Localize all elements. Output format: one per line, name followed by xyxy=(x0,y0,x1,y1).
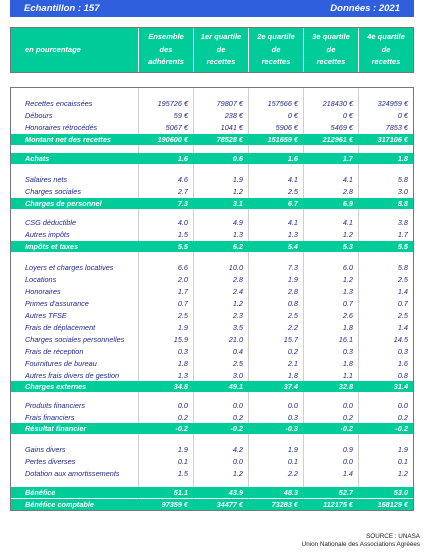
cell-value: 2.8 xyxy=(342,187,353,196)
cell-value: 15.7 xyxy=(283,335,298,344)
cell-value: 0.2 xyxy=(232,413,243,422)
cell-value: 3.0 xyxy=(397,187,408,196)
subtotal-row xyxy=(11,153,413,164)
cell-value: 1.1 xyxy=(342,371,353,380)
cell-value: 1.2 xyxy=(342,230,353,239)
cell-value: 1.2 xyxy=(342,275,353,284)
cell-value: 1.2 xyxy=(232,299,243,308)
column-header-line: recettes xyxy=(261,57,291,66)
row-label: Autres TFSE xyxy=(25,311,67,320)
cell-value: 2.2 xyxy=(287,323,298,332)
cell-value: 1.9 xyxy=(287,445,298,454)
cell-value: 0.0 xyxy=(232,401,243,410)
row-label: Montant net des recettes xyxy=(25,135,111,144)
cell-value: 0.0 xyxy=(177,401,188,410)
cell-value: 16.1 xyxy=(338,335,353,344)
row-label: Salaires nets xyxy=(25,175,68,184)
cell-value: 5.8 xyxy=(397,175,408,184)
cell-value: 0.7 xyxy=(177,299,188,308)
cell-value: 6.0 xyxy=(342,263,353,272)
cell-value: 6.9 xyxy=(342,199,353,208)
cell-value: 8.8 xyxy=(397,199,408,208)
column-header-cell xyxy=(193,28,248,72)
row-label: Dotation aux amortissements xyxy=(25,469,120,478)
cell-value: 4.1 xyxy=(342,218,353,227)
column-header-line: de xyxy=(381,44,391,54)
unit-label: en pourcentage xyxy=(25,45,81,54)
cell-value: 1.5 xyxy=(177,230,188,239)
cell-value: 79807 € xyxy=(216,99,243,108)
cell-value: 6.2 xyxy=(232,242,243,251)
cell-value: 112175 € xyxy=(323,500,353,509)
cell-value: 2.1 xyxy=(287,359,298,368)
cell-value: 7.3 xyxy=(177,199,188,208)
cell-value: 1.6 xyxy=(397,359,408,368)
cell-value: 7853 € xyxy=(385,123,408,132)
cell-value: 0.3 xyxy=(342,347,353,356)
cell-value: 157566 € xyxy=(267,99,298,108)
cell-value: 1.4 xyxy=(397,323,408,332)
cell-value: 2.8 xyxy=(232,275,243,284)
cell-value: 1.7 xyxy=(177,287,188,296)
cell-value: -0.2 xyxy=(395,424,408,433)
row-label: Honoraires rétrocédés xyxy=(25,123,98,132)
row-label: Primes d'assurance xyxy=(25,299,89,308)
row-label: Produits financiers xyxy=(25,401,86,410)
row-label: Impôts et taxes xyxy=(25,242,79,251)
cell-value: 6.7 xyxy=(287,199,298,208)
row-label: Résultat financier xyxy=(25,424,87,433)
cell-value: -0.2 xyxy=(230,424,243,433)
data-table xyxy=(10,87,414,511)
column-header xyxy=(10,27,414,73)
cell-value: 0.2 xyxy=(342,413,353,422)
cell-value: 1.3 xyxy=(177,371,188,380)
cell-value: 1.8 xyxy=(177,359,188,368)
table-row xyxy=(11,98,413,109)
column-header-cell xyxy=(303,28,358,72)
cell-value: 97359 € xyxy=(161,500,188,509)
table-row xyxy=(11,110,413,121)
cell-value: 2.5 xyxy=(287,311,298,320)
row-label: Achats xyxy=(25,154,50,163)
cell-value: 0.8 xyxy=(397,371,408,380)
cell-value: 0 € xyxy=(397,111,408,120)
table-row xyxy=(11,456,413,467)
cell-value: 2.5 xyxy=(397,311,408,320)
subtotal-row xyxy=(11,198,413,209)
table-row xyxy=(11,229,413,240)
cell-value: 1.4 xyxy=(397,287,408,296)
cell-value: 0.0 xyxy=(342,401,353,410)
cell-value: 1.9 xyxy=(177,445,188,454)
cell-value: 1.8 xyxy=(287,371,298,380)
cell-value: 59 € xyxy=(173,111,188,120)
table-row xyxy=(11,310,413,321)
cell-value: 3.1 xyxy=(232,199,243,208)
cell-value: 317106 € xyxy=(377,135,408,144)
cell-value: 2.7 xyxy=(177,187,188,196)
cell-value: 0.0 xyxy=(287,401,298,410)
table-row xyxy=(11,468,413,479)
table-row xyxy=(11,122,413,133)
column-header-line: 3e quartile xyxy=(312,32,350,41)
column-header-line: de xyxy=(271,44,281,54)
cell-value: 5469 € xyxy=(330,123,353,132)
column-header-line: recettes xyxy=(371,57,401,66)
cell-value: 1.6 xyxy=(177,154,188,163)
source-line: SOURCE : UNASA xyxy=(366,533,420,540)
cell-value: 1.2 xyxy=(232,187,243,196)
source-org: Union Nationale des Associations Agréées xyxy=(301,541,420,548)
row-label: Bénéfice comptable xyxy=(25,500,94,509)
cell-value: 2.2 xyxy=(287,469,298,478)
cell-value: 0.2 xyxy=(397,413,408,422)
column-header-line: recettes xyxy=(316,57,346,66)
cell-value: 6.6 xyxy=(177,263,188,272)
cell-value: 0.2 xyxy=(177,413,188,422)
cell-value: 0 € xyxy=(342,111,353,120)
subtotal-row xyxy=(11,499,413,510)
cell-value: 5.4 xyxy=(287,242,298,251)
subtotal-row xyxy=(11,241,413,252)
cell-value: 4.1 xyxy=(287,175,298,184)
row-label: Frais de déplacement xyxy=(25,323,96,332)
cell-value: 5.5 xyxy=(397,242,408,251)
cell-value: 0 € xyxy=(287,111,298,120)
cell-value: 0.2 xyxy=(287,347,298,356)
cell-value: 14.5 xyxy=(393,335,408,344)
subtotal-row xyxy=(11,134,413,145)
cell-value: 52.7 xyxy=(338,488,353,497)
table-row xyxy=(11,262,413,273)
cell-value: 1.3 xyxy=(342,287,353,296)
row-label: Charges sociales xyxy=(25,187,81,196)
row-label: Loyers et charges locatives xyxy=(25,263,114,272)
cell-value: 15.9 xyxy=(173,335,188,344)
cell-value: -0.2 xyxy=(340,424,353,433)
cell-value: 1.9 xyxy=(232,175,243,184)
cell-value: 48.3 xyxy=(283,488,298,497)
row-label: Débours xyxy=(25,111,53,120)
table-row xyxy=(11,334,413,345)
cell-value: 151659 € xyxy=(267,135,298,144)
row-label: Fournitures de bureau xyxy=(25,359,97,368)
row-label: Recettes encaissées xyxy=(25,99,93,108)
table-row xyxy=(11,346,413,357)
cell-value: 1.7 xyxy=(342,154,353,163)
cell-value: 1.7 xyxy=(397,230,408,239)
table-row xyxy=(11,370,413,381)
cell-value: 2.0 xyxy=(177,275,188,284)
cell-value: 5.8 xyxy=(397,263,408,272)
column-header-cell xyxy=(358,28,413,72)
table-row xyxy=(11,412,413,423)
cell-value: 1041 € xyxy=(220,123,243,132)
cell-value: 73283 € xyxy=(271,500,298,509)
cell-value: 1.9 xyxy=(177,323,188,332)
row-label: Locations xyxy=(25,275,57,284)
data-year: Données : 2021 xyxy=(330,3,400,14)
cell-value: 4.6 xyxy=(177,175,188,184)
cell-value: 0.1 xyxy=(287,457,298,466)
row-label: Honoraires xyxy=(25,287,61,296)
cell-value: 3.8 xyxy=(397,218,408,227)
cell-value: 4.9 xyxy=(232,218,243,227)
table-row xyxy=(11,298,413,309)
column-header-line: de xyxy=(216,44,226,54)
row-label: Autres frais divers de gestion xyxy=(25,371,120,380)
cell-value: 1.2 xyxy=(397,469,408,478)
sample-size: Echantillon : 157 xyxy=(24,3,100,14)
column-header-cell xyxy=(138,28,193,72)
cell-value: 0.3 xyxy=(287,413,298,422)
cell-value: 2.5 xyxy=(177,311,188,320)
column-header-line: Ensemble xyxy=(148,32,184,41)
cell-value: 0.0 xyxy=(342,457,353,466)
cell-value: 3.5 xyxy=(232,323,243,332)
table-row xyxy=(11,274,413,285)
cell-value: 4.1 xyxy=(287,218,298,227)
cell-value: 37.4 xyxy=(283,382,298,391)
row-label: Bénéfice xyxy=(25,488,56,497)
cell-value: 1.8 xyxy=(342,323,353,332)
cell-value: 4.2 xyxy=(232,445,243,454)
cell-value: 0.0 xyxy=(397,401,408,410)
cell-value: 4.0 xyxy=(177,218,188,227)
column-header-line: recettes xyxy=(206,57,236,66)
cell-value: 5.5 xyxy=(177,242,188,251)
cell-value: -0.3 xyxy=(285,424,298,433)
column-header-line: adhérents xyxy=(148,57,184,66)
row-label: Charges externes xyxy=(25,382,87,391)
cell-value: 34.8 xyxy=(173,382,188,391)
table-row xyxy=(11,217,413,228)
row-label: Pertes diverses xyxy=(25,457,76,466)
row-label: CSG déductible xyxy=(25,218,77,227)
cell-value: -0.2 xyxy=(175,424,188,433)
row-label: Charges sociales personnelles xyxy=(25,335,125,344)
cell-value: 53.0 xyxy=(393,488,408,497)
row-label: Frais financiers xyxy=(25,413,75,422)
cell-value: 0.6 xyxy=(232,154,243,163)
cell-value: 2.5 xyxy=(287,187,298,196)
table-row xyxy=(11,400,413,411)
cell-value: 190600 € xyxy=(157,135,188,144)
cell-value: 2.5 xyxy=(397,275,408,284)
cell-value: 1.9 xyxy=(397,445,408,454)
cell-value: 1.3 xyxy=(287,230,298,239)
cell-value: 1.2 xyxy=(232,469,243,478)
cell-value: 2.8 xyxy=(287,287,298,296)
cell-value: 0.8 xyxy=(287,299,298,308)
cell-value: 5.3 xyxy=(342,242,353,251)
cell-value: 0.3 xyxy=(397,347,408,356)
column-header-line: de xyxy=(326,44,336,54)
column-header-line: 1er quartile xyxy=(200,32,242,41)
cell-value: 0.3 xyxy=(177,347,188,356)
table-row xyxy=(11,358,413,369)
cell-value: 49.1 xyxy=(228,382,243,391)
cell-value: 0.0 xyxy=(232,457,243,466)
table-row xyxy=(11,186,413,197)
cell-value: 218430 € xyxy=(322,99,353,108)
cell-value: 0.9 xyxy=(342,445,353,454)
cell-value: 31.4 xyxy=(393,382,408,391)
row-label: Frais de réception xyxy=(25,347,84,356)
row-label: Autres impôts xyxy=(25,230,70,239)
cell-value: 0.7 xyxy=(342,299,353,308)
cell-value: 1.8 xyxy=(397,154,408,163)
cell-value: 2.3 xyxy=(232,311,243,320)
cell-value: 32.8 xyxy=(338,382,353,391)
cell-value: 10.0 xyxy=(228,263,243,272)
cell-value: 5906 € xyxy=(275,123,298,132)
source-note xyxy=(302,533,420,549)
cell-value: 1.9 xyxy=(287,275,298,284)
cell-value: 21.0 xyxy=(228,335,243,344)
cell-value: 1.6 xyxy=(287,154,298,163)
cell-value: 2.6 xyxy=(342,311,353,320)
cell-value: 43.9 xyxy=(228,488,243,497)
column-header-cell xyxy=(248,28,303,72)
cell-value: 3.0 xyxy=(232,371,243,380)
row-label: Charges de personnel xyxy=(25,199,102,208)
cell-value: 34477 € xyxy=(216,500,243,509)
cell-value: 2.4 xyxy=(232,287,243,296)
subtotal-row xyxy=(11,487,413,498)
row-label: Gains divers xyxy=(25,445,66,454)
cell-value: 195726 € xyxy=(157,99,188,108)
table-row xyxy=(11,286,413,297)
cell-value: 168129 € xyxy=(377,500,408,509)
table-row xyxy=(11,444,413,455)
cell-value: 4.1 xyxy=(342,175,353,184)
cell-value: 238 € xyxy=(224,111,243,120)
cell-value: 0.4 xyxy=(232,347,243,356)
cell-value: 2.5 xyxy=(232,359,243,368)
column-header-line: 4e quartile xyxy=(367,32,405,41)
cell-value: 78528 € xyxy=(216,135,243,144)
cell-value: 1.4 xyxy=(342,469,353,478)
table-row xyxy=(11,174,413,185)
cell-value: 5067 € xyxy=(165,123,188,132)
cell-value: 0.1 xyxy=(177,457,188,466)
table-row xyxy=(11,322,413,333)
subtotal-row xyxy=(11,423,413,434)
header-bar xyxy=(10,0,414,17)
cell-value: 0.1 xyxy=(397,457,408,466)
column-header-line: des xyxy=(159,44,173,54)
cell-value: 1.3 xyxy=(232,230,243,239)
cell-value: 212961 € xyxy=(322,135,353,144)
cell-value: 0.7 xyxy=(397,299,408,308)
subtotal-row xyxy=(11,381,413,392)
cell-value: 324959 € xyxy=(377,99,408,108)
cell-value: 1.5 xyxy=(177,469,188,478)
cell-value: 1.8 xyxy=(342,359,353,368)
cell-value: 7.3 xyxy=(287,263,298,272)
cell-value: 51.1 xyxy=(173,488,188,497)
column-header-line: 2e quartile xyxy=(257,32,295,41)
